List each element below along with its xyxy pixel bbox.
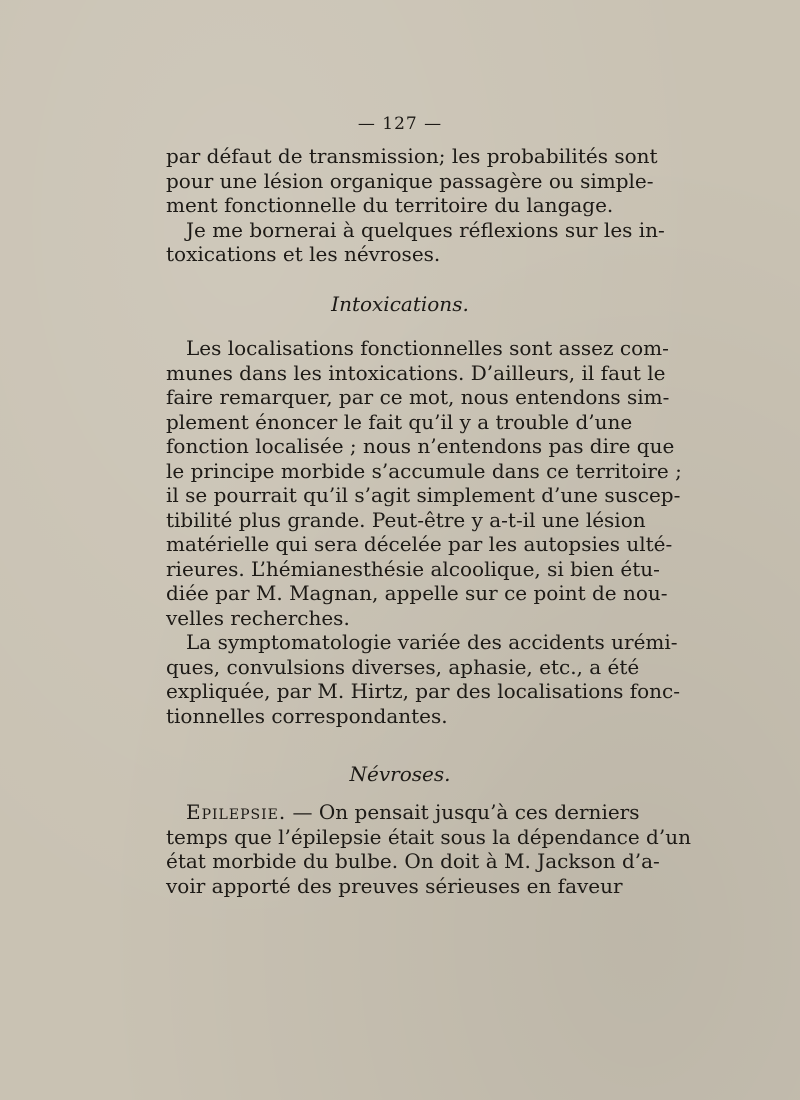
text-line: toxications et les névroses. [166,242,441,266]
text-line: velles recherches. [166,605,350,630]
text-line: temps que l’épilepsie était sous la dépendance d’un [166,824,691,849]
text-line: diée par M. Magnan, appelle sur ce point de nou- [166,581,668,605]
text-line: voir apporté des preuves sérieuses en faveur [166,873,623,898]
text-line: il se pourrait qu’il s’agit simplement d’une suscep- [166,483,681,507]
text-line: Je me bornerai à quelques réflexions sur les in- [186,217,665,242]
text-line: munes dans les intoxications. D’ailleurs, il faut le [166,360,666,385]
paragraph-transmission [166,144,665,267]
epilepsie-first-line-rest: — On pensait jusqu’à ces derniers [286,800,640,824]
text-line: faire remarquer, par ce mot, nous entendons sim- [166,385,670,409]
text-line: La symptomatologie variée des accidents urémi- [186,630,678,654]
text-line: Les localisations fonctionnelles sont assez com- [186,336,669,360]
paragraph-epilepsie [166,800,691,898]
text-line: pour une lésion organique passagère ou simple- [166,168,654,193]
text-line: rieures. L’hémianesthésie alcoolique, si bien étu- [166,556,660,581]
text-line: ment fonctionnelle du territoire du langage. [166,193,614,217]
text-line: ques, convulsions diverses, aphasie, etc., a été [166,654,640,679]
text-line: par défaut de transmission; les probabilités sont [166,144,658,168]
section-heading-nevroses: Névroses. [349,762,451,786]
text-line: fonction localisée ; nous n’entendons pas dire que [166,434,675,458]
page-number: — 127 — [357,114,443,134]
text-line: le principe morbide s’accumule dans ce territoire ; [166,458,682,483]
section-heading-intoxications: Intoxications. [331,292,469,316]
text-line: tionnelles correspondantes. [166,703,448,728]
text-line: tibilité plus grande. Peut-être y a-t-il une lésion [166,507,646,532]
epilepsie-lead: Epilepsie. [186,800,287,824]
text-line [166,800,640,825]
text-line: plement énoncer le fait qu’il y a trouble d’une [166,409,633,434]
text-line: état morbide du bulbe. On doit à M. Jackson d’a- [166,849,660,873]
text-line: expliquée, par M. Hirtz, par des localisations fonc- [166,679,681,703]
paragraph-intoxications [166,336,682,728]
text-line: matérielle qui sera décelée par les autopsies ulté- [166,532,673,556]
